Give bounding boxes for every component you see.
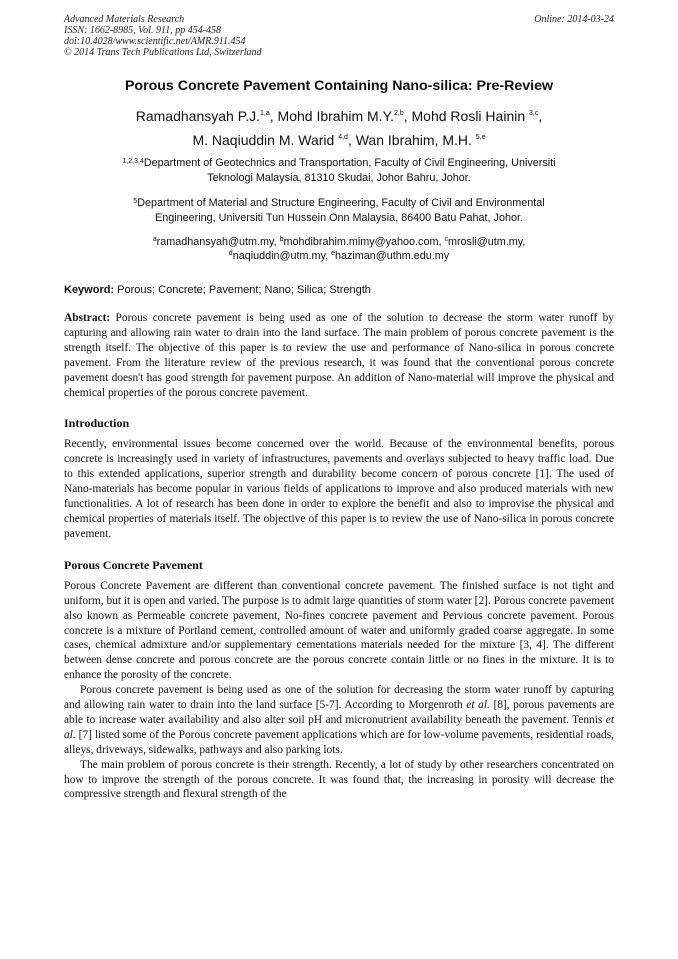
abstract: Abstract: Porous concrete pavement is being used as one of the solution to decrease the storm water runoff by capturing and allowing rain water to drain into the land surface. The main problem of porous concrete pavement is the strength itself. The objective of this paper is to review the use and performance of Nano-silica in porous concrete pavement. From the literature review of the previous research, it was found that the conventional porous concrete pavement doesn't has good strength for pavement purpose. An addition of Nano-material will improve the physical and chemical properties of the porous concrete pavement.: [64, 312, 614, 399]
author-list: [64, 104, 614, 152]
author-sup: 3,c: [529, 110, 539, 117]
affiliation-1: $^{1,2,3,4}$Department of Geotechnics and Transportation, Faculty of Civil Engineering, Universiti Teknologi Malaysia, 81310 Skudai, Johor Bahru, Johor.: [122, 157, 556, 184]
introduction-paragraph: Recently, environmental issues become concerned over the world. Because of the environmental benefits, porous concrete is increasingly used in variety of infrastructures, pavements and overlays subjected to heavy traffic load. Due to this extended applications, superior strength and durability become concern of porous concrete [1]. The used of Nano-materials has become popular in various fields of applications to improve and also produced materials with new functionalities. A lot of research has been done in order to explore the benefit and also to improvise the physical and chemical properties of materials itself. The objective of this paper is to review the use of Nano-silica in porous concrete pavement.: [64, 438, 614, 540]
paper-page: [64, 14, 614, 802]
journal-copyright: © 2014 Trans Tech Publications Ltd, Switzerland: [64, 47, 262, 58]
author-line: Ramadhansyah P.J.$^{1,a}$, Mohd Ibrahim M.Y.$^{2,b}$, Mohd Rosli Hainin $^{3,c}$,: [135, 108, 543, 124]
affiliation-2: $^5$Department of Material and Structure Engineering, Faculty of Civil and Environmental Engineering, Universiti Tun Hussein Onn Malaysia, 86400 Batu Pahat, Johor.: [133, 197, 545, 224]
email-link[interactable]: mrosli@utm.my,: [447, 236, 526, 248]
journal-name: Advanced Materials Research: [64, 14, 185, 25]
author-sup: 2,b: [394, 110, 404, 117]
pcp-paragraph-1: Porous Concrete Pavement are different than conventional concrete pavement. The finished surface is not tight and uniform, but it is open and varied. The purpose is to admit large quantities of storm water [2]. Porous concrete pavement also known as Permeable concrete pavement, No-fines concrete pavement and Pervious concrete pavement. Porous concrete is a mixture of Portland cement, controlled amount of water and uniformly graded coarse aggregate. In some cases, chemical admixture and/or supplementary cementations materials needed for the mixture [3, 4]. The different between dense concrete and porous concrete are the porous concrete contain little or no fines in the mixture. It is to enhance the porosity of the concrete.: [64, 579, 614, 682]
journal-issn: ISSN: 1662-8985, Vol. 911, pp 454-458: [64, 25, 222, 36]
email-link[interactable]: haziman@uthm.edu.my: [335, 250, 450, 262]
author-name: Wan Ibrahim, M.H.: [355, 132, 476, 148]
author-line: M. Naqiuddin M. Warid $^{4,d}$, Wan Ibrahim, M.H. $^{5,e}$: [192, 132, 486, 148]
paper-title: Porous Concrete Pavement Containing Nano-silica: Pre-Review: [124, 78, 554, 94]
pcp-paragraph-3: The main problem of porous concrete is their strength. Recently, a lot of study by other researchers concentrated on how to improve the strength of the porous concrete. It was found that, the increasing in porosity will decrease the compressive strength and flexural strength of the: [64, 758, 614, 801]
author-sup: 4,d: [338, 134, 348, 141]
section-heading-porous-concrete-pavement: Porous Concrete Pavement: [64, 557, 203, 572]
journal-header: [64, 14, 614, 58]
journal-doi: doi:10.4028/www.scientific.net/AMR.911.454: [64, 36, 246, 47]
author-name: Ramadhansyah P.J.: [135, 108, 261, 124]
email-link[interactable]: mohdibrahim.mimy@yahoo.com,: [283, 236, 445, 248]
author-name: Mohd Ibrahim M.Y.: [277, 108, 394, 124]
author-name: M. Naqiuddin M. Warid: [192, 132, 339, 148]
author-name: Mohd Rosli Hainin: [411, 108, 530, 124]
email-link[interactable]: naqiuddin@utm.my,: [232, 250, 332, 262]
pcp-paragraph-2: Porous concrete pavement is being used as one of the solution for decreasing the storm water runoff by capturing and allowing rain water to drain into the land surface [5-7]. According to Morgenroth et al. [8], porous pavements are able to increase water availability and also alter soil pH and micronutrient availability beneath the pavement. Tennis et al. [7] listed some of the Porous concrete pavement applications which are for low-volume pavements, residential roads, alleys, driveways, sidewalks, pathways and also parking lots.: [64, 684, 615, 756]
online-date: Online: 2014-03-24: [534, 14, 614, 25]
author-sup: 5,e: [475, 134, 486, 141]
author-emails: $^a$ramadhansyah@utm.my, $^b$mohdibrahim.mimy@yahoo.com, $^c$mrosli@utm.my, $^d$naqiuddin@utm.my, $^e$haziman@uthm.edu.my: [152, 236, 526, 262]
email-link[interactable]: ramadhansyah@utm.my,: [156, 236, 280, 248]
section-heading-introduction: Introduction: [64, 416, 130, 431]
author-sup: 1,a: [260, 110, 270, 117]
keywords: Keyword: Porous; Concrete; Pavement; Nano; Silica; Strength: [64, 284, 371, 296]
